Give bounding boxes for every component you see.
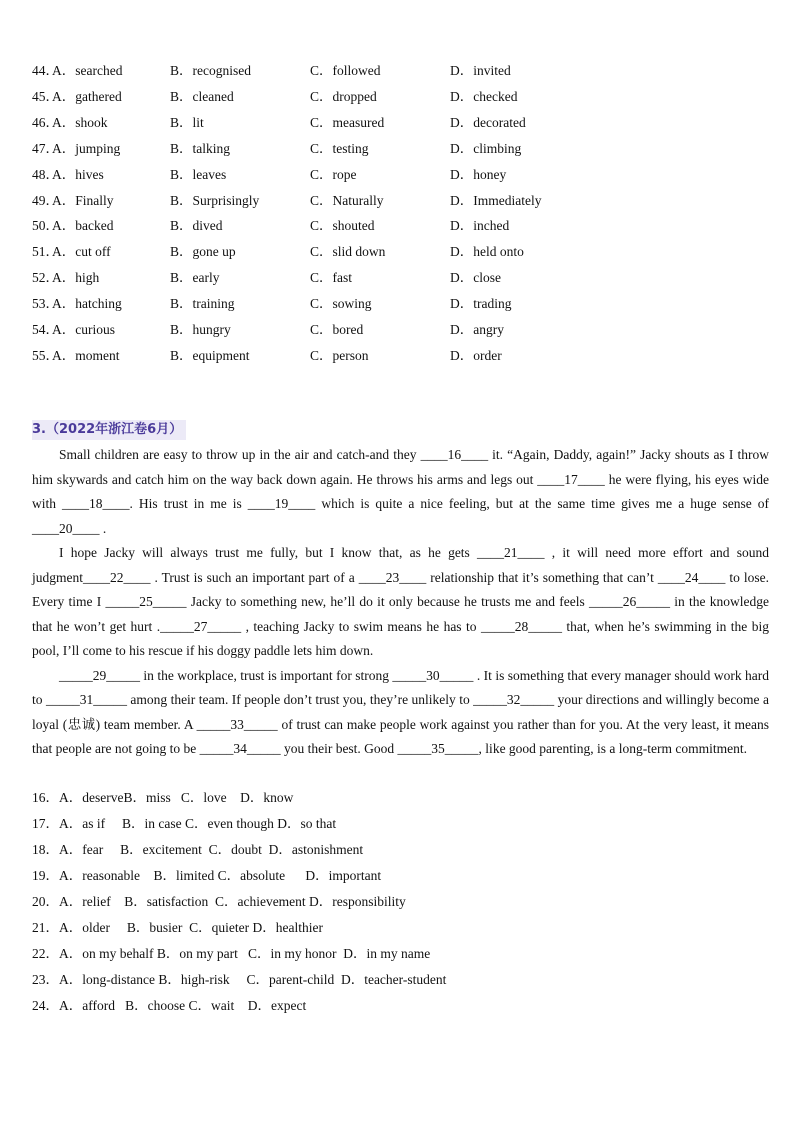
option-d: D．climbing <box>450 140 522 156</box>
option-a: A．shook <box>52 114 108 130</box>
option-b: B．early <box>170 270 220 286</box>
option-b: B．hungry <box>170 322 231 337</box>
option-row <box>32 188 772 214</box>
option-a: A．hives <box>52 166 104 182</box>
question-options: 20．A．relief B．satisfaction C．achievement D．responsibility <box>32 894 406 909</box>
option-b: B．equipment <box>170 347 250 363</box>
passage-paragraph: Small children are easy to throw up in the air and catch-and they ____16____ it. “Again, Daddy, again!” Jacky shouts as I throw him skywards and catch him on the way back down again. He throws his arms and legs out ____17____ he were flying, his eyes wide with ____18____. His trust in me is ____19____ which is quite a nice feeling, but at the same time gives me a huge sense of ____20____ . <box>32 447 769 536</box>
option-c: C．shouted <box>310 218 375 234</box>
option-row <box>32 84 772 110</box>
option-d: D．close <box>450 270 501 286</box>
option-row <box>32 265 772 291</box>
option-a: A．searched <box>52 63 123 78</box>
option-b: B．recognised <box>170 63 251 78</box>
question-number: 54． <box>32 322 59 337</box>
option-c: C．sowing <box>310 296 372 312</box>
option-c: C．dropped <box>310 88 377 104</box>
cloze-passage <box>32 443 769 762</box>
option-b: B．talking <box>170 140 230 156</box>
option-d: D．angry <box>450 322 504 337</box>
option-row <box>32 136 772 162</box>
question-options: 21．A．older B．busier C．quieter D．healthier <box>32 920 323 935</box>
section-header: 3.（2022年浙江卷6月） <box>32 420 186 440</box>
question-number: 49． <box>32 192 59 208</box>
question-number: 50． <box>32 218 59 234</box>
option-b: B．dived <box>170 218 223 234</box>
option-c: C．person <box>310 347 369 363</box>
option-a: A．cut off <box>52 244 111 260</box>
option-d: D．Immediately <box>450 192 542 208</box>
option-row <box>32 343 772 369</box>
option-d: D．invited <box>450 63 511 78</box>
question-number: 44． <box>32 63 59 78</box>
option-d: D．held onto <box>450 244 524 260</box>
option-c: C．rope <box>310 166 357 182</box>
question-number: 55． <box>32 347 59 363</box>
passage-paragraph: _____29_____ in the workplace, trust is important for strong _____30_____ . It is something that every manager should work hard to _____31_____ among their team. If people don’t trust you, they’re unlikely to _____32_____ your directions and willingly become a loyal (忠诚) team member. A _____33_____ of trust can make people work against you rather than for you. At the very least, it means that people are not going to be _____34_____ you their best. Good _____35_____, like good parenting, is a long-term commitment. <box>32 667 769 756</box>
option-row <box>32 239 772 265</box>
option-a: A．high <box>52 270 100 286</box>
option-d: D．order <box>450 347 502 363</box>
option-row <box>32 317 772 343</box>
option-c: C．followed <box>310 63 381 78</box>
option-c: C．Naturally <box>310 192 384 208</box>
option-row <box>32 162 772 188</box>
option-c: C．slid down <box>310 244 386 260</box>
option-b: B．training <box>170 296 235 312</box>
question-number: 47． <box>32 140 59 156</box>
question-options: 18．A．fear B．excitement C．doubt D．astonishment <box>32 842 364 857</box>
option-c: C．testing <box>310 140 369 156</box>
option-b: B．lit <box>170 114 204 130</box>
option-row <box>32 291 772 317</box>
option-row <box>32 110 772 136</box>
option-a: A．Finally <box>52 192 114 208</box>
option-a: A．gathered <box>52 88 122 104</box>
option-row <box>32 213 772 239</box>
option-a: A．backed <box>52 218 114 234</box>
question-number: 48． <box>32 166 59 182</box>
option-a: A．moment <box>52 347 120 363</box>
option-d: D．inched <box>450 218 510 234</box>
passage-paragraph: I hope Jacky will always trust me fully, but I know that, as he gets ____21____ , it will need more effort and sound judgment____22____ . Trust is such an important part of a ____23____ relationship that it’s something that can’t ____24____ to lose. Every time I _____25_____ Jacky to something new, he’ll do it only because he trusts me and feels _____26_____ in the knowledge that he won’t get hurt ._____27_____ , teaching Jacky to swim means he has to _____28_____ that, when he’s swimming in the big pool, I’ll come to his rescue if his doggy paddle lets him down. <box>32 545 769 658</box>
option-a: A．jumping <box>52 140 121 156</box>
question-options: 23．A．long-distance B．high-risk C．parent-child D．teacher-student <box>32 972 447 987</box>
option-b: B．gone up <box>170 244 236 260</box>
question-number: 51． <box>32 244 59 260</box>
question-options: 16．A．deserveB．miss C．love D．know <box>32 790 294 805</box>
question-options: 19．A．reasonable B．limited C．absolute D．important <box>32 868 382 883</box>
option-c: C．measured <box>310 114 385 130</box>
option-c: C．bored <box>310 322 364 337</box>
option-b: B．Surprisingly <box>170 192 260 208</box>
question-options: 17．A．as if B．in case C．even though D．so that <box>32 816 337 831</box>
option-d: D．checked <box>450 88 518 104</box>
question-number: 46． <box>32 114 59 130</box>
option-b: B．cleaned <box>170 88 234 104</box>
option-a: A．curious <box>52 322 115 337</box>
option-c: C．fast <box>310 270 352 286</box>
option-a: A．hatching <box>52 296 122 312</box>
option-d: D．trading <box>450 296 512 312</box>
option-row <box>32 58 772 84</box>
option-d: D．honey <box>450 166 507 182</box>
question-options: 22．A．on my behalf B．on my part C．in my honor D．in my name <box>32 946 431 961</box>
question-options: 24．A．afford B．choose C．wait D．expect <box>32 998 307 1013</box>
question-number: 52． <box>32 270 59 286</box>
option-d: D．decorated <box>450 114 526 130</box>
question-number: 45． <box>32 88 59 104</box>
question-number: 53． <box>32 296 59 312</box>
option-b: B．leaves <box>170 166 227 182</box>
